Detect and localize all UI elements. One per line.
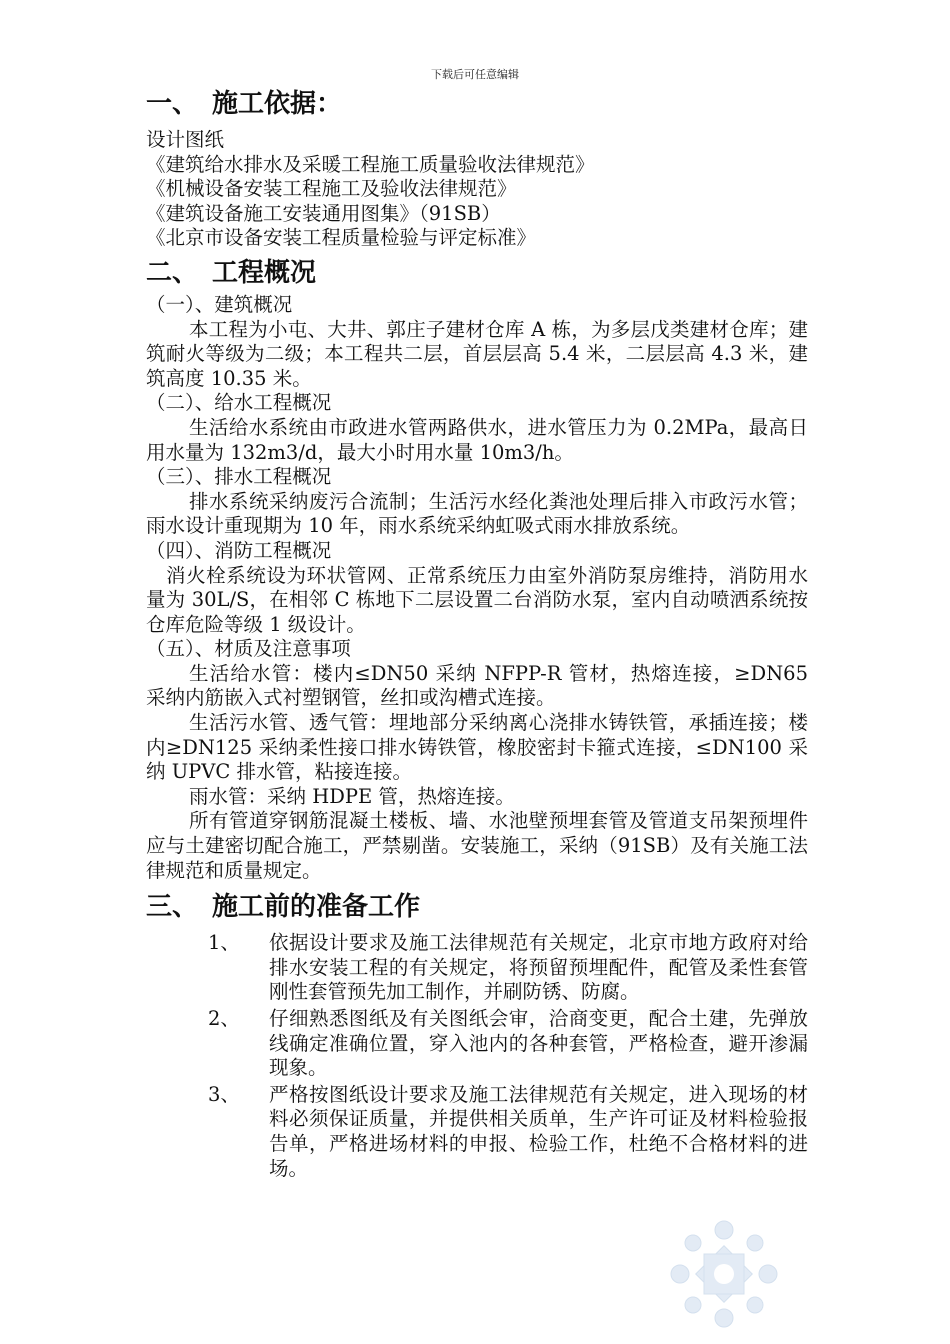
list-item	[146, 1007, 808, 1081]
section3-heading	[146, 889, 808, 925]
section1-number: 一、	[146, 89, 199, 119]
basis-item: 《建筑给水排水及采暖工程施工质量验收法律规范》	[146, 152, 595, 176]
list-item	[146, 931, 808, 1005]
preparation-list	[146, 931, 808, 1181]
section2-number: 二、	[146, 257, 199, 288]
list-item-text: 严格按图纸设计要求及施工法律规范有关规定，进入现场的材料必须保证质量，并提供相关质单，生产许可证及材料检验报告单，严格进场材料的申报、检验工作，杜绝不合格材料的进场。	[269, 1082, 808, 1180]
paragraph: 消火栓系统设为环状管网、正常系统压力由室外消防泵房维持，消防用水量为 30L/S，在相邻 C 栋地下二层设置二台消防水泵，室内自动喷洒系统按仓库危险等级 1 级设计。	[146, 563, 808, 636]
paragraph: 雨水管：采纳 HDPE 管，热熔连接。	[189, 784, 515, 808]
section1-heading	[146, 86, 808, 122]
paragraph: 生活给水管：楼内≤DN50 采纳 NFPP-R 管材，热熔连接，≥DN65 采纳内筋嵌入式衬塑钢管，丝扣或沟槽式连接。	[146, 661, 808, 710]
document-body	[146, 86, 808, 1183]
list-item-text: 依据设计要求及施工法律规范有关规定，北京市地方政府对给排水安装工程的有关规定，将预留预埋配件，配管及柔性套管刚性套管预先加工制作，并刷防锈、防腐。	[269, 931, 808, 1004]
paragraph: 本工程为小屯、大井、郭庄子建材仓库 A 栋，为多层戊类建材仓库；建筑耐火等级为二级；本工程共二层，首层层高 5.4 米，二层层高 4.3 米，建筑高度 10.35 米。	[146, 317, 808, 390]
section2-heading	[146, 255, 808, 291]
section3-number: 三、	[146, 892, 199, 923]
list-item-number: 2、	[208, 1007, 240, 1030]
basis-item: 《机械设备安装工程施工及验收法律规范》	[146, 177, 517, 201]
list-item-text: 仔细熟悉图纸及有关图纸会审，洽商变更，配合土建，先弹放线确定准确位置，穿入池内的各种套管，严格检查，避开渗漏现象。	[269, 1007, 808, 1080]
list-item-number: 1、	[208, 931, 240, 955]
paragraph: 生活给水系统由市政进水管两路供水，进水管压力为 0.2MPa，最高日用水量为 132m3/d，最大小时用水量 10m3/h。	[146, 415, 808, 464]
subsection-title: （三）、排水工程概况	[146, 465, 332, 489]
section2-title: 工程概况	[212, 257, 317, 288]
subsection-title: （五）、材质及注意事项	[146, 637, 351, 661]
basis-item: 《北京市设备安装工程质量检验与评定标准》	[146, 226, 537, 250]
basis-item: 设计图纸	[146, 128, 225, 151]
page-header-note: 下载后可任意编辑	[431, 68, 519, 81]
snowflake-watermark-icon	[668, 1218, 780, 1330]
subsection-title: （四）、消防工程概况	[146, 538, 332, 562]
paragraph: 排水系统采纳废污合流制；生活污水经化粪池处理后排入市政污水管；雨水设计重现期为 10 年，雨水系统采纳虹吸式雨水排放系统。	[146, 489, 808, 538]
subsection-title: （二）、给水工程概况	[146, 391, 332, 415]
subsection-title: （一）、建筑概况	[146, 292, 293, 316]
paragraph: 生活污水管、透气管：埋地部分采纳离心浇排水铸铁管，承插连接；楼内≥DN125 采纳柔性接口排水铸铁管，橡胶密封卡箍式连接，≤DN100 采纳 UPVC 排水管，粘接连接。	[146, 711, 808, 784]
list-item	[146, 1083, 808, 1181]
section3-title: 施工前的准备工作	[212, 892, 421, 923]
list-item-number: 3、	[208, 1082, 240, 1106]
section1-title: 施工依据：	[212, 89, 343, 119]
paragraph: 所有管道穿钢筋混凝土楼板、墙、水池壁预埋套管及管道支吊架预埋件应与土建密切配合施工，严禁剔凿。安装施工，采纳（91SB）及有关施工法律规范和质量规定。	[146, 809, 808, 882]
basis-item: 《建筑设备施工安装通用图集》（91SB）	[146, 201, 501, 225]
